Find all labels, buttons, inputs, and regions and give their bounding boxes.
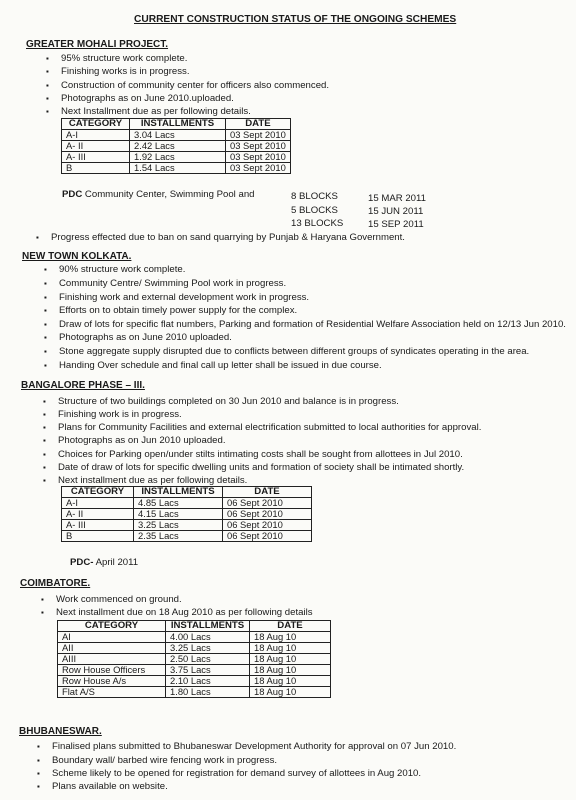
table-cell: AI (58, 632, 166, 643)
pdc-label: PDC- (70, 557, 94, 568)
table-cell: 2.35 Lacs (134, 531, 223, 542)
mohali-pdc-line (62, 189, 255, 200)
table-row (58, 654, 331, 665)
table-row (62, 531, 312, 542)
list-item: ▪ 95% structure work complete. (61, 53, 187, 65)
table-row (62, 152, 291, 163)
table-row (62, 141, 291, 152)
list-item: ▪ Plans available on website. (52, 781, 168, 793)
list-item: ▪ Scheme likely to be opened for registration for demand survey of allottees in Aug 2010. (52, 768, 421, 780)
column-header: DATE (250, 621, 331, 632)
list-item: ▪ Draw of lots for specific flat numbers, Parking and formation of Residential Welfare Association held on 12/13 Jun 2010. (59, 319, 566, 331)
pdc-text: Community Center, Swimming Pool and (82, 189, 255, 200)
list-item: ▪ Finishing works is in progress. (61, 66, 190, 78)
list-item: ▪ Finishing work is in progress. (58, 409, 182, 421)
column-header: CATEGORY (58, 621, 166, 632)
list-item: ▪ Next installment due on 18 Aug 2010 as per following details (56, 607, 313, 619)
table-cell: 4.15 Lacs (134, 509, 223, 520)
table-cell: AIII (58, 654, 166, 665)
table-cell: A- III (62, 520, 134, 531)
list-item: ▪ Handing Over schedule and final call up letter shall be issued in due course. (59, 360, 382, 372)
table-header-row (58, 621, 331, 632)
table-cell: 06 Sept 2010 (223, 509, 312, 520)
list-item: ▪ Construction of community center for officers also commenced. (61, 80, 329, 92)
table-cell: 18 Aug 10 (250, 665, 331, 676)
table-cell: 4.00 Lacs (166, 632, 250, 643)
table-cell: A- III (62, 152, 130, 163)
table-cell: 03 Sept 2010 (226, 141, 291, 152)
table-cell: 2.50 Lacs (166, 654, 250, 665)
table-cell: 06 Sept 2010 (223, 498, 312, 509)
list-item: ▪ 90% structure work complete. (59, 264, 185, 276)
table-cell: B (62, 531, 134, 542)
table-cell: 2.10 Lacs (166, 676, 250, 687)
table-cell: Flat A/S (58, 687, 166, 698)
list-item: ▪ Photographs as on June 2010 uploaded. (59, 332, 232, 344)
table-header-row (62, 119, 291, 130)
table-row (62, 509, 312, 520)
column-header: INSTALLMENTS (134, 487, 223, 498)
bangalore-installment-table (61, 486, 312, 542)
mohali-installment-table (61, 118, 291, 174)
block-date: 15 SEP 2011 (368, 219, 424, 230)
block-date: 15 MAR 2011 (368, 193, 426, 204)
table-cell: 06 Sept 2010 (223, 520, 312, 531)
list-item: ▪ Next installment due as per following details. (58, 475, 247, 487)
table-row (58, 676, 331, 687)
table-cell: 18 Aug 10 (250, 654, 331, 665)
bangalore-pdc-line (70, 557, 138, 568)
table-cell: 06 Sept 2010 (223, 531, 312, 542)
list-item: ▪ Boundary wall/ barbed wire fencing work in progress. (52, 755, 277, 767)
list-item: ▪ Finishing work and external development work in progress. (59, 292, 309, 304)
list-item: ▪ Date of draw of lots for specific dwelling units and formation of society shall be intimated shortly. (58, 462, 464, 474)
table-row (62, 130, 291, 141)
block-count: 5 BLOCKS (291, 205, 338, 216)
list-item: ▪ Work commenced on ground. (56, 594, 182, 606)
list-item: ▪ Finalised plans submitted to Bhubaneswar Development Authority for approval on 07 Jun 2010. (52, 741, 456, 753)
list-item: ▪ Next Installment due as per following details. (61, 106, 251, 118)
section-heading-bangalore: BANGALORE PHASE – III. (21, 380, 145, 391)
table-cell: B (62, 163, 130, 174)
list-item: ▪ Stone aggregate supply disrupted due to conflicts between different groups of syndicates operating in the area. (59, 346, 529, 358)
table-cell: 03 Sept 2010 (226, 163, 291, 174)
table-row (62, 498, 312, 509)
column-header: INSTALLMENTS (130, 119, 226, 130)
list-item: ▪ Photographs as on June 2010.uploaded. (61, 93, 234, 105)
section-heading-mohali: GREATER MOHALI PROJECT. (26, 39, 169, 50)
table-cell: 4.85 Lacs (134, 498, 223, 509)
table-cell: 3.25 Lacs (134, 520, 223, 531)
column-header: CATEGORY (62, 487, 134, 498)
table-row (58, 687, 331, 698)
table-cell: 3.25 Lacs (166, 643, 250, 654)
table-cell: 1.54 Lacs (130, 163, 226, 174)
table-row (58, 632, 331, 643)
pdc-label: PDC (62, 189, 83, 200)
page-title: CURRENT CONSTRUCTION STATUS OF THE ONGOING SCHEMES (134, 14, 457, 25)
section-heading-bhubaneswar: BHUBANESWAR. (19, 726, 102, 737)
table-cell: A- II (62, 509, 134, 520)
table-cell: 18 Aug 10 (250, 643, 331, 654)
column-header: INSTALLMENTS (166, 621, 250, 632)
pdc-text: April 2011 (93, 557, 139, 568)
section-heading-coimbatore: COIMBATORE. (20, 578, 91, 589)
mohali-note: ▪ Progress effected due to ban on sand quarrying by Punjab & Haryana Government. (51, 232, 405, 244)
section-heading-kolkata: NEW TOWN KOLKATA. (22, 251, 132, 262)
column-header: CATEGORY (62, 119, 130, 130)
table-cell: 03 Sept 2010 (226, 152, 291, 163)
list-item: ▪ Community Centre/ Swimming Pool work in progress. (59, 278, 286, 290)
table-row (62, 163, 291, 174)
table-row (58, 643, 331, 654)
table-cell: AII (58, 643, 166, 654)
table-cell: Row House A/s (58, 676, 166, 687)
block-count: 8 BLOCKS (291, 191, 338, 202)
table-cell: 3.75 Lacs (166, 665, 250, 676)
list-item: ▪ Structure of two buildings completed on 30 Jun 2010 and balance is in progress. (58, 396, 399, 408)
list-item: ▪ Plans for Community Facilities and external electrification submitted to local authorities for approval. (58, 422, 481, 434)
table-cell: 18 Aug 10 (250, 687, 331, 698)
table-cell: 3.04 Lacs (130, 130, 226, 141)
table-cell: 18 Aug 10 (250, 676, 331, 687)
table-cell: 18 Aug 10 (250, 632, 331, 643)
table-cell: 03 Sept 2010 (226, 130, 291, 141)
column-header: DATE (226, 119, 291, 130)
table-row (58, 665, 331, 676)
column-header: DATE (223, 487, 312, 498)
table-cell: 2.42 Lacs (130, 141, 226, 152)
list-item: ▪ Photographs as on Jun 2010 uploaded. (58, 435, 226, 447)
table-cell: A- II (62, 141, 130, 152)
list-item: ▪ Choices for Parking open/under stilts intimating costs shall be sought from allottees in Jul 2010. (58, 449, 463, 461)
coimbatore-installment-table (57, 620, 331, 698)
list-item: ▪ Efforts on to obtain timely power supply for the complex. (59, 305, 297, 317)
block-count: 13 BLOCKS (291, 218, 344, 229)
table-cell: Row House Officers (58, 665, 166, 676)
table-row (62, 520, 312, 531)
block-date: 15 JUN 2011 (368, 206, 424, 217)
table-cell: 1.80 Lacs (166, 687, 250, 698)
table-cell: A-I (62, 498, 134, 509)
table-cell: A-I (62, 130, 130, 141)
table-header-row (62, 487, 312, 498)
table-cell: 1.92 Lacs (130, 152, 226, 163)
